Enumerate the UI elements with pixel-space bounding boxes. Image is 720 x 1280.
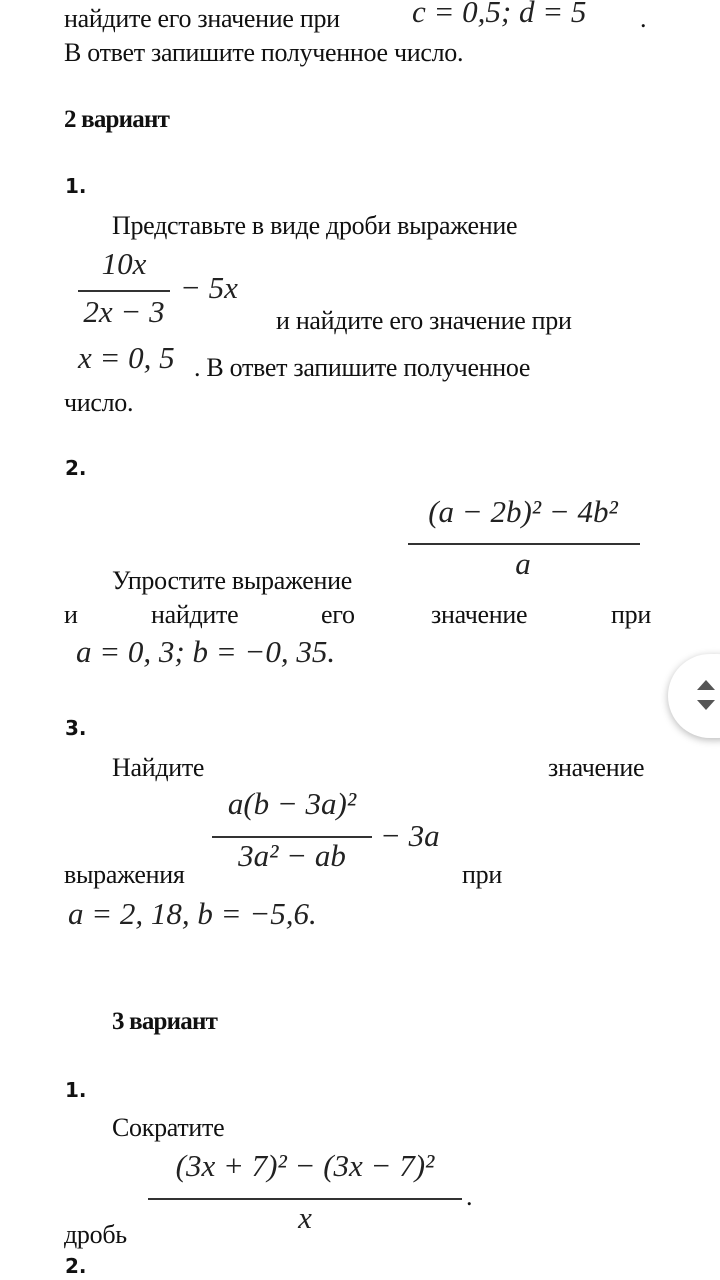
task-intro: Представьте в виде дроби выражение bbox=[112, 211, 518, 240]
fraction-tail: − 5x bbox=[180, 270, 238, 305]
fraction-numerator: a(b − 3a)² bbox=[227, 786, 357, 821]
task-intro-right: значение bbox=[548, 753, 645, 782]
fraction-bar bbox=[78, 290, 170, 292]
task-number: 1. bbox=[65, 1078, 87, 1102]
task-intro: Сократите bbox=[112, 1113, 225, 1142]
fraction-numerator: (a − 2b)² − 4b² bbox=[428, 494, 618, 529]
fraction bbox=[146, 1148, 464, 1240]
task-math-value: a = 2, 18, b = −5,6. bbox=[68, 896, 317, 931]
task-math-value: x = 0, 5 bbox=[78, 340, 175, 375]
task-label-right: при bbox=[462, 860, 502, 889]
task-label: дробь bbox=[64, 1220, 127, 1249]
variant-2-heading: 2 вариант bbox=[64, 106, 170, 133]
task-number: 2. bbox=[65, 456, 87, 480]
fraction-tail: − 3a bbox=[380, 818, 440, 853]
task-line2-word: значение bbox=[431, 600, 528, 629]
task-line2-word: его bbox=[321, 600, 355, 629]
arrow-down-icon[interactable] bbox=[697, 700, 715, 710]
fraction-denominator: a bbox=[515, 546, 531, 581]
top-fragment-dot: . bbox=[640, 4, 647, 33]
fraction-numerator: (3x + 7)² − (3x − 7)² bbox=[175, 1148, 435, 1183]
top-fragment-line1: найдите его значение при bbox=[64, 4, 340, 33]
fraction-denominator: 3a² − ab bbox=[238, 838, 346, 873]
task-intro: Упростите выражение bbox=[112, 566, 353, 595]
task-label-left: выражения bbox=[64, 860, 185, 889]
top-fragment-math: c = 0,5; d = 5 bbox=[412, 0, 587, 29]
task-number: 2. bbox=[65, 1254, 87, 1278]
task-line2-word: и bbox=[64, 600, 78, 629]
fraction bbox=[76, 246, 172, 332]
task-tail-text: число. bbox=[64, 388, 134, 417]
task-line2-word: найдите bbox=[151, 600, 239, 629]
task-number: 3. bbox=[65, 716, 87, 740]
task-math-value: a = 0, 3; b = −0, 35. bbox=[76, 634, 336, 669]
fraction-denominator: 2x − 3 bbox=[83, 294, 165, 329]
task-mid-text: и найдите его значение при bbox=[276, 306, 572, 335]
task-intro-left: Найдите bbox=[112, 753, 205, 782]
arrow-up-icon[interactable] bbox=[697, 680, 715, 690]
variant-3-heading: 3 вариант bbox=[112, 1008, 218, 1035]
task-after-text: . В ответ запишите полученное bbox=[194, 353, 531, 382]
fraction-bar bbox=[408, 543, 640, 545]
scroll-up-down-button[interactable] bbox=[668, 654, 720, 738]
fraction bbox=[210, 786, 374, 878]
task-line2-word: при bbox=[611, 600, 651, 629]
fraction-denominator: x bbox=[298, 1200, 312, 1235]
fraction-dot: . bbox=[466, 1182, 473, 1211]
top-fragment-line2: В ответ запишите полученное число. bbox=[64, 38, 464, 67]
task-number: 1. bbox=[65, 174, 87, 198]
fraction bbox=[406, 494, 640, 586]
fraction-numerator: 10x bbox=[101, 246, 147, 281]
